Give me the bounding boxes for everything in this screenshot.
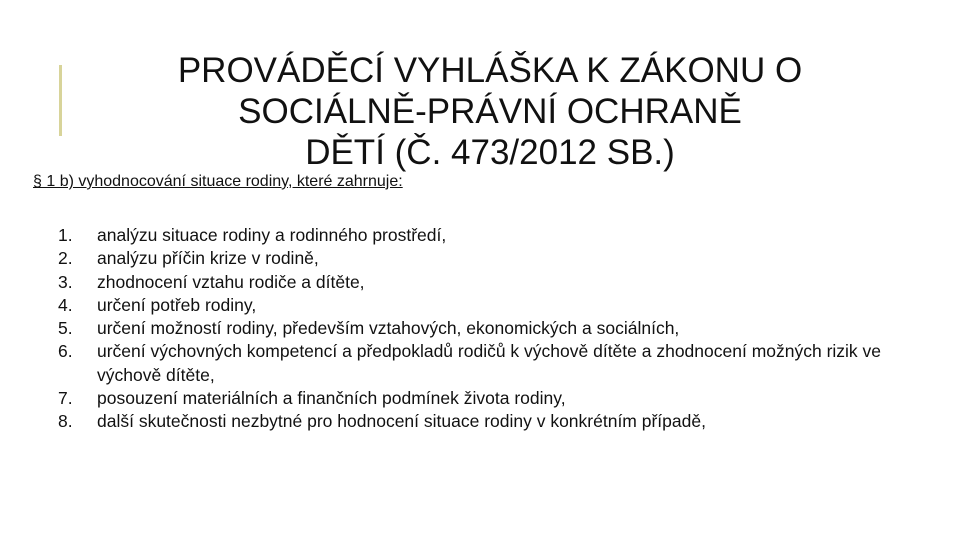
- item-text: určení potřeb rodiny,: [97, 294, 257, 315]
- item-number: 1.: [58, 225, 73, 245]
- list-item: [56, 271, 936, 294]
- slide-title: [90, 50, 890, 173]
- item-text: další skutečnosti nezbytné pro hodnocení situace rodiny v konkrétním případě,: [97, 411, 706, 432]
- title-line-3: DĚTÍ (Č. 473/2012 SB.): [305, 133, 675, 172]
- item-text: určení výchovných kompetencí a předpokladů rodičů k výchově dítěte a zhodnocení možných rizik ve výchově dítěte,: [97, 341, 882, 385]
- item-number: 8.: [58, 411, 73, 432]
- accent-bar: [59, 65, 62, 136]
- item-number: 7.: [58, 388, 73, 409]
- item-text: analýzu příčin krize v rodině,: [97, 248, 319, 269]
- item-number: 6.: [58, 341, 73, 362]
- item-text: posouzení materiálních a finančních podmínek života rodiny,: [97, 388, 566, 409]
- item-number: 3.: [58, 271, 73, 292]
- title-line-2: SOCIÁLNĚ-PRÁVNÍ OCHRANĚ: [238, 92, 742, 131]
- criteria-list: [56, 224, 936, 434]
- item-text: určení možností rodiny, především vztahových, ekonomických a sociálních,: [97, 318, 680, 339]
- list-item: [56, 317, 936, 340]
- item-text: zhodnocení vztahu rodiče a dítěte,: [97, 271, 365, 292]
- item-number: 5.: [58, 318, 73, 339]
- list-item: [56, 410, 936, 433]
- item-text: analýzu situace rodiny a rodinného prostředí,: [97, 225, 447, 245]
- list-item: [56, 224, 936, 247]
- list-item: [56, 247, 936, 270]
- list-item: [56, 340, 936, 387]
- list-item: [56, 294, 936, 317]
- subheading: § 1 b) vyhodnocování situace rodiny, které zahrnuje:: [33, 173, 403, 190]
- item-number: 4.: [58, 294, 73, 315]
- list-item: [56, 387, 936, 410]
- item-number: 2.: [58, 248, 73, 269]
- title-line-1: PROVÁDĚCÍ VYHLÁŠKA K ZÁKONU O: [177, 51, 803, 90]
